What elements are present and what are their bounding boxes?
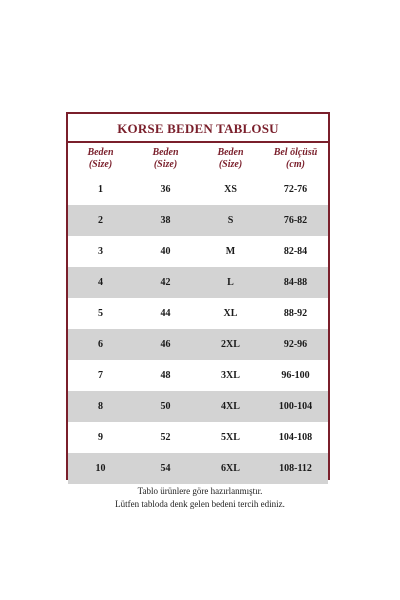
table-cell: XL (223, 308, 238, 319)
table-cell: 84-88 (283, 277, 308, 288)
table-cell: 1 (98, 184, 103, 195)
table-cell: 6XL (221, 463, 240, 474)
table-cell: 4XL (221, 401, 240, 412)
table-cell: 76-82 (283, 215, 308, 226)
column-header-size-number (68, 147, 133, 171)
chart-title: KORSE BEDEN TABLOSU (68, 114, 328, 143)
table-cell: 48 (160, 370, 171, 381)
column-header-size-eu (133, 147, 198, 171)
table-cell: 9 (98, 432, 103, 443)
table-cell: 3XL (221, 370, 240, 381)
table-cell: 40 (160, 246, 171, 257)
table-cell: 52 (160, 432, 171, 443)
table-cell: 2XL (221, 339, 240, 350)
table-cell: 46 (160, 339, 171, 350)
table-cell: 10 (95, 463, 106, 474)
column-header-line1: Bel ölçüsü (273, 146, 318, 158)
table-row (68, 298, 328, 329)
table-cell: 7 (98, 370, 103, 381)
header-row (68, 143, 328, 174)
table-cell: 3 (98, 246, 103, 257)
table-row (68, 329, 328, 360)
table-row (68, 360, 328, 391)
table-row (68, 236, 328, 267)
table-cell: 54 (160, 463, 171, 474)
table-cell: 82-84 (283, 246, 308, 257)
column-header-size-letter (198, 147, 263, 171)
table-cell: 100-104 (278, 401, 313, 412)
table-row (68, 267, 328, 298)
table-row (68, 453, 328, 484)
table-row (68, 174, 328, 205)
table-cell: 36 (160, 184, 171, 195)
table-cell: 44 (160, 308, 171, 319)
table-cell: 2 (98, 215, 103, 226)
table-cell: 96-100 (281, 370, 310, 381)
table-cell: 92-96 (283, 339, 308, 350)
table-cell: 5XL (221, 432, 240, 443)
column-header-line1: Beden (217, 146, 244, 158)
footnote-line-2: Lütfen tabloda denk gelen bedeni tercih ediniz. (115, 499, 285, 509)
size-chart-table (66, 112, 330, 480)
table-cell: 88-92 (283, 308, 308, 319)
column-header-line2: (Size) (153, 158, 178, 170)
table-row (68, 391, 328, 422)
footnote-line-1: Tablo ürünlere göre hazırlanmıştır. (137, 486, 263, 496)
table-cell: 108-112 (279, 463, 312, 474)
table-cell: 104-108 (278, 432, 313, 443)
table-cell: L (227, 277, 234, 288)
column-header-line2: (Size) (88, 158, 113, 170)
table-cell: S (227, 215, 234, 226)
table-cell: 6 (98, 339, 103, 350)
column-header-line2: (Size) (218, 158, 243, 170)
table-cell: 42 (160, 277, 171, 288)
table-cell: 5 (98, 308, 103, 319)
column-header-line1: Beden (152, 146, 179, 158)
table-cell: 50 (160, 401, 171, 412)
table-cell: 8 (98, 401, 103, 412)
table-cell: XS (224, 184, 237, 195)
table-row (68, 422, 328, 453)
table-cell: M (225, 246, 236, 257)
table-cell: 4 (98, 277, 103, 288)
column-header-waist (263, 147, 328, 171)
column-header-line2: (cm) (286, 158, 305, 170)
table-cell: 72-76 (283, 184, 308, 195)
table-cell: 38 (160, 215, 171, 226)
column-header-line1: Beden (87, 146, 114, 158)
table-row (68, 205, 328, 236)
